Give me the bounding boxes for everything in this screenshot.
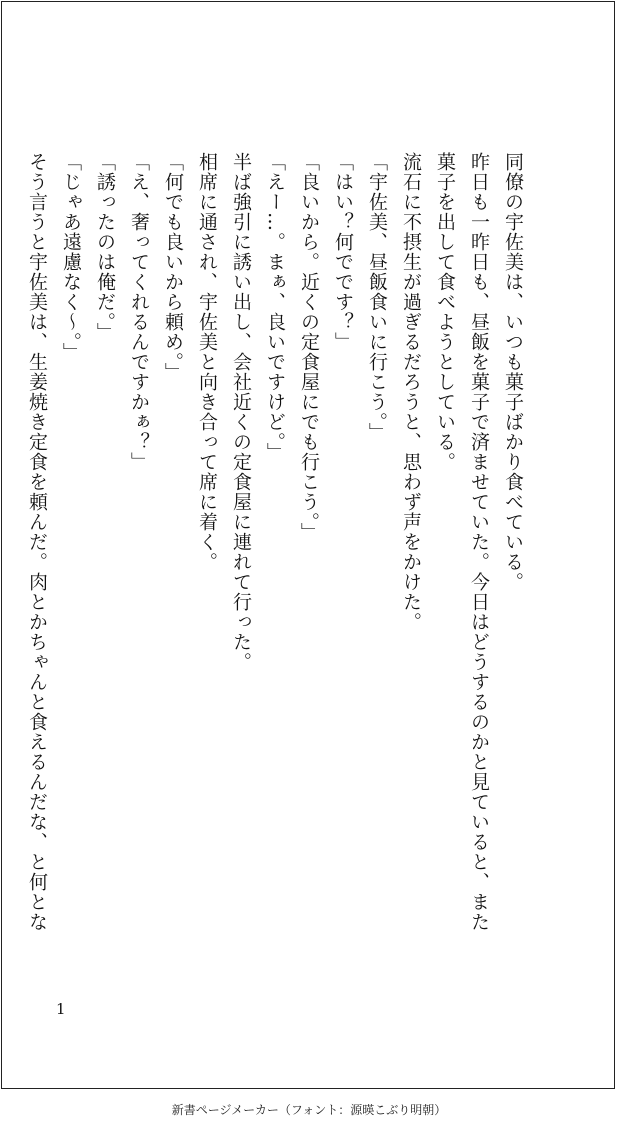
page-number: 1 [56,1000,66,1018]
text-line-13: 「誘ったのは俺だ。」 [94,152,116,343]
text-line-14: 「じゃあ遠慮なく〜。」 [60,152,82,363]
text-line-12: 「え、奢ってくれるんですかぁ？」 [128,152,150,472]
text-line-4: 流石に不摂生が過ぎるだろうと、思わず声をかけた。 [400,152,422,632]
text-line-7: 「良いから。近くの定食屋にでも行こう。」 [298,152,320,543]
text-line-1: 同僚の宇佐美は、いつも菓子ばかり食べている。 [502,152,524,592]
text-line-15: そう言うと宇佐美は、生姜焼き定食を頼んだ。肉とかちゃんと食えるんだな、と何とな [26,152,48,932]
text-line-9: 半ば強引に誘い出し、会社近くの定食屋に連れて行った。 [230,152,252,672]
text-line-8: 「えー…。まぁ、良いですけど。」 [264,152,286,463]
text-line-10: 相席に通され、宇佐美と向き合って席に着く。 [196,152,218,572]
text-line-6: 「はい？何でです？」 [332,152,354,352]
text-line-5: 「宇佐美、昼飯食いに行こう。」 [366,152,388,443]
text-line-2: 昨日も一昨日も、昼飯を菓子で済ませていた。今日はどうするのかと見ていると、また [468,152,490,932]
footer-caption: 新書ページメーカー（フォント：源暎こぶり明朝） [171,1103,447,1117]
vertical-text-body [20,152,530,932]
text-line-3: 菓子を出して食べようとしている。 [434,152,456,472]
book-page [1,1,615,1089]
text-line-11: 「何でも良いから頼め。」 [162,152,184,383]
